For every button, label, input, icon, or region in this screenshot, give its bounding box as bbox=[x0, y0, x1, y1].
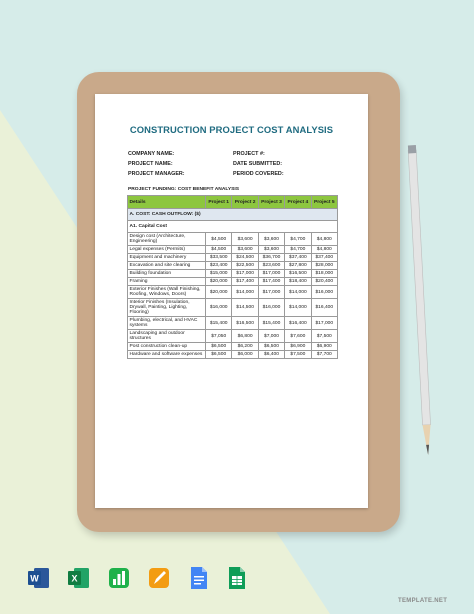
row-detail-cell: Framing bbox=[128, 278, 206, 286]
row-value-cell: $15,400 bbox=[206, 317, 232, 330]
header-project-2: Project 2 bbox=[232, 196, 258, 209]
row-value-cell: $23,400 bbox=[206, 262, 232, 270]
header-details: Details bbox=[128, 196, 206, 209]
row-value-cell: $4,800 bbox=[311, 233, 337, 246]
section-label-cell: A. COST: CASH OUTFLOW: ($) bbox=[128, 209, 338, 221]
section-row bbox=[128, 209, 338, 221]
row-value-cell: $14,500 bbox=[232, 299, 258, 317]
row-value-cell: $24,500 bbox=[232, 254, 258, 262]
row-value-cell: $6,900 bbox=[285, 343, 311, 351]
pages-icon[interactable] bbox=[148, 566, 170, 590]
google-sheets-icon[interactable] bbox=[226, 566, 248, 590]
row-value-cell: $17,000 bbox=[258, 286, 284, 299]
row-detail-cell: Building foundation bbox=[128, 270, 206, 278]
row-value-cell: $17,400 bbox=[258, 278, 284, 286]
subsection-label-cell: A1. Capital Cost bbox=[128, 221, 338, 233]
table-row bbox=[128, 278, 338, 286]
table-row bbox=[128, 246, 338, 254]
svg-text:W: W bbox=[30, 573, 39, 584]
row-value-cell: $4,500 bbox=[206, 233, 232, 246]
row-value-cell: $3,600 bbox=[232, 246, 258, 254]
row-detail-cell: Landscaping and outdoor structures bbox=[128, 330, 206, 343]
project-manager-label: PROJECT MANAGER: bbox=[128, 171, 185, 177]
word-icon[interactable] bbox=[28, 566, 50, 590]
table-row bbox=[128, 254, 338, 262]
row-value-cell: $15,400 bbox=[258, 317, 284, 330]
row-value-cell: $7,050 bbox=[206, 330, 232, 343]
row-value-cell: $17,000 bbox=[232, 270, 258, 278]
row-value-cell: $17,000 bbox=[258, 270, 284, 278]
row-value-cell: $36,700 bbox=[258, 254, 284, 262]
row-value-cell: $4,700 bbox=[285, 233, 311, 246]
row-value-cell: $7,500 bbox=[285, 351, 311, 359]
app-icon-bar bbox=[28, 566, 248, 590]
row-value-cell: $18,000 bbox=[311, 270, 337, 278]
row-value-cell: $37,400 bbox=[311, 254, 337, 262]
row-value-cell: $7,500 bbox=[311, 330, 337, 343]
section-title: PROJECT FUNDING: COST BENEFIT ANALYSIS bbox=[128, 187, 240, 192]
table-row bbox=[128, 286, 338, 299]
row-value-cell: $20,000 bbox=[206, 278, 232, 286]
row-detail-cell: Legal expenses (Permits) bbox=[128, 246, 206, 254]
row-value-cell: $4,500 bbox=[206, 246, 232, 254]
header-project-4: Project 4 bbox=[285, 196, 311, 209]
watermark: TEMPLATE.NET bbox=[398, 598, 448, 604]
row-value-cell: $22,500 bbox=[232, 262, 258, 270]
row-detail-cell: Equipment and machinery bbox=[128, 254, 206, 262]
row-value-cell: $16,500 bbox=[285, 270, 311, 278]
row-value-cell: $4,800 bbox=[311, 246, 337, 254]
subsection-row bbox=[128, 221, 338, 233]
row-value-cell: $37,400 bbox=[285, 254, 311, 262]
header-project-3: Project 3 bbox=[258, 196, 284, 209]
row-value-cell: $6,500 bbox=[206, 343, 232, 351]
row-value-cell: $18,400 bbox=[285, 278, 311, 286]
row-detail-cell: Post construction clean-up bbox=[128, 343, 206, 351]
row-value-cell: $14,000 bbox=[285, 299, 311, 317]
table-row bbox=[128, 343, 338, 351]
row-value-cell: $23,600 bbox=[258, 262, 284, 270]
table-header-row bbox=[128, 196, 338, 209]
row-value-cell: $6,500 bbox=[258, 343, 284, 351]
period-covered-label: PERIOD COVERED: bbox=[233, 171, 284, 177]
project-name-label: PROJECT NAME: bbox=[128, 161, 173, 167]
row-value-cell: $16,500 bbox=[232, 317, 258, 330]
header-project-1: Project 1 bbox=[206, 196, 232, 209]
table-row bbox=[128, 351, 338, 359]
row-detail-cell: Hardware and software expenses bbox=[128, 351, 206, 359]
row-value-cell: $20,400 bbox=[311, 278, 337, 286]
company-name-label: COMPANY NAME: bbox=[128, 151, 175, 157]
document-page bbox=[95, 94, 368, 508]
table-row bbox=[128, 330, 338, 343]
row-detail-cell: Excavation and site clearing bbox=[128, 262, 206, 270]
row-value-cell: $17,000 bbox=[311, 317, 337, 330]
table-row bbox=[128, 317, 338, 330]
row-value-cell: $6,000 bbox=[232, 351, 258, 359]
row-value-cell: $6,200 bbox=[232, 343, 258, 351]
row-value-cell: $16,000 bbox=[311, 286, 337, 299]
row-value-cell: $6,800 bbox=[232, 330, 258, 343]
row-value-cell: $7,000 bbox=[258, 330, 284, 343]
row-value-cell: $14,000 bbox=[232, 286, 258, 299]
numbers-icon[interactable] bbox=[108, 566, 130, 590]
header-project-5: Project 5 bbox=[311, 196, 337, 209]
row-value-cell: $17,400 bbox=[232, 278, 258, 286]
row-detail-cell: Design cost (Architecture, Engineering) bbox=[128, 233, 206, 246]
row-value-cell: $7,700 bbox=[311, 351, 337, 359]
excel-icon[interactable] bbox=[68, 566, 90, 590]
project-number-label: PROJECT #: bbox=[233, 151, 265, 157]
cost-table bbox=[127, 195, 338, 359]
row-value-cell: $6,900 bbox=[311, 343, 337, 351]
row-detail-cell: Exterior Finishes (Wall Finishing, Roofing, Windows, Doors) bbox=[128, 286, 206, 299]
table-row bbox=[128, 299, 338, 317]
google-docs-icon[interactable] bbox=[188, 566, 210, 590]
row-value-cell: $33,500 bbox=[206, 254, 232, 262]
date-submitted-label: DATE SUBMITTED: bbox=[233, 161, 283, 167]
row-value-cell: $16,400 bbox=[311, 299, 337, 317]
row-value-cell: $16,000 bbox=[258, 299, 284, 317]
table-row bbox=[128, 270, 338, 278]
table-row bbox=[128, 262, 338, 270]
row-value-cell: $6,500 bbox=[206, 351, 232, 359]
row-detail-cell: Interior Finishes (Insulation, Drywall, Painting, Lighting, Flooring) bbox=[128, 299, 206, 317]
row-value-cell: $3,600 bbox=[258, 246, 284, 254]
row-detail-cell: Plumbing, electrical, and HVAC systems bbox=[128, 317, 206, 330]
svg-text:X: X bbox=[71, 573, 78, 584]
row-value-cell: $3,600 bbox=[258, 233, 284, 246]
row-value-cell: $7,600 bbox=[285, 330, 311, 343]
row-value-cell: $6,400 bbox=[258, 351, 284, 359]
row-value-cell: $3,600 bbox=[232, 233, 258, 246]
row-value-cell: $16,400 bbox=[285, 317, 311, 330]
row-value-cell: $16,000 bbox=[206, 299, 232, 317]
row-value-cell: $28,000 bbox=[311, 262, 337, 270]
row-value-cell: $20,000 bbox=[206, 286, 232, 299]
row-value-cell: $4,700 bbox=[285, 246, 311, 254]
row-value-cell: $15,000 bbox=[206, 270, 232, 278]
document-title: CONSTRUCTION PROJECT COST ANALYSIS bbox=[129, 124, 334, 135]
row-value-cell: $14,000 bbox=[285, 286, 311, 299]
row-value-cell: $27,800 bbox=[285, 262, 311, 270]
table-row bbox=[128, 233, 338, 246]
